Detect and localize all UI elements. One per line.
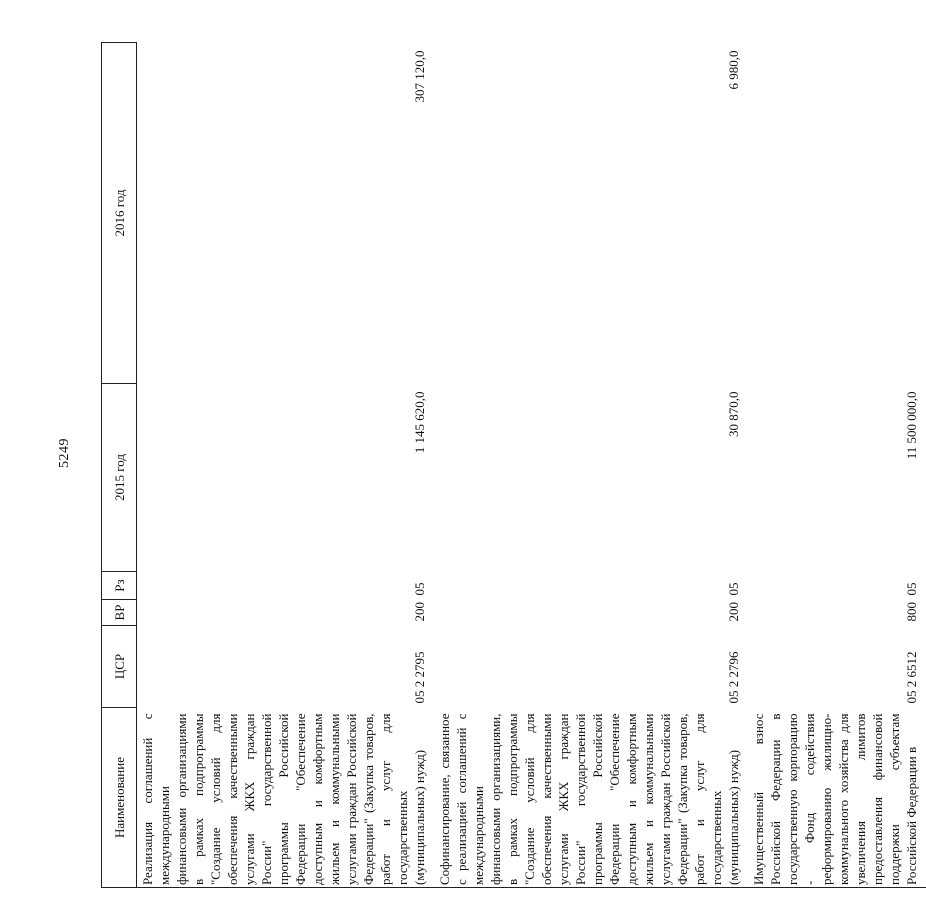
row-2016 — [748, 43, 926, 384]
page-number: 5249 — [57, 438, 72, 468]
table-row — [748, 43, 926, 888]
header-2015: 2015 год — [102, 384, 137, 572]
row-name: Софинансирование, связанное с реализацией соглашений с международными финансовыми организациями, в рамках подпрограммы "Создание условий для обеспечения качественными услугами ЖКХ граждан России" государственной программы Российской Федерации "Обеспечение доступным и комфортным жильем и коммунальными услугами граждан Российской Федерации" (Закупка товаров, работ и услуг для государственных (муниципальных) нужд) — [434, 708, 748, 888]
row-rz: 05 — [412, 582, 427, 596]
rotated-page — [57, 43, 919, 888]
header-2016: 2016 год — [102, 43, 137, 384]
row-name: Реализация соглашений с международными финансовыми организациями в рамках подпрограммы "Создание условий для обеспечения качественными услугами ЖКХ граждан России" государственной программы Российской Федерации "Обеспечение доступным и комфортным жильем и коммунальными услугами граждан Российской Федерации" (Закупка товаров, работ и услуг для государственных (муниципальных) нужд) — [137, 708, 435, 888]
header-csr: ЦСР — [102, 626, 137, 708]
row-csr: 05 2 2795 — [412, 651, 427, 704]
header-name: Наименование — [102, 708, 137, 888]
row-2016: 6 980,0 — [726, 50, 741, 90]
row-rz: 05 — [726, 582, 741, 596]
table-row — [137, 43, 435, 888]
row-name: Имущественный взнос Российской Федерации в государственную корпорацию - Фонд содействия реформированию жилищно-коммунального хозяйства для увеличения лимитов предоставления финансовой поддержки субъектам Российской Федерации в — [748, 708, 926, 888]
row-2015: 11 500 000,0 — [904, 391, 919, 460]
row-csr: 05 2 2796 — [726, 651, 741, 704]
header-rz: Рз — [102, 572, 137, 600]
row-rz: 05 — [904, 582, 919, 596]
table-row — [434, 43, 748, 888]
row-vr: 800 — [904, 602, 919, 622]
budget-table — [101, 42, 926, 888]
row-2016: 307 120,0 — [412, 50, 427, 103]
row-csr: 05 2 6512 — [904, 651, 919, 704]
row-vr: 200 — [726, 602, 741, 622]
row-vr: 200 — [412, 602, 427, 622]
table-header — [102, 43, 137, 888]
header-vr: ВР — [102, 600, 137, 626]
row-2015: 1 145 620,0 — [412, 391, 427, 454]
row-2015: 30 870,0 — [726, 391, 741, 437]
